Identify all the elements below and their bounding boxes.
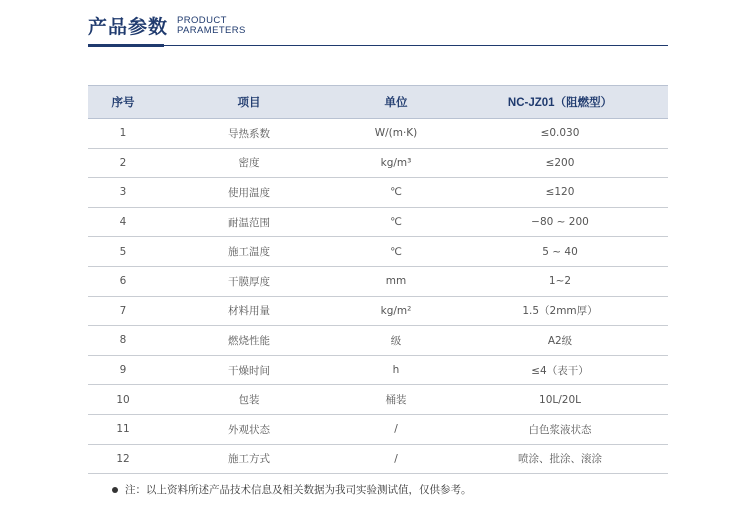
- table-row: [88, 148, 668, 178]
- table-row: [88, 326, 668, 356]
- cell-value: 10L/20L: [452, 385, 668, 415]
- cell-item: 施工方式: [158, 444, 340, 474]
- table-row: [88, 385, 668, 415]
- title-en-line1: PRODUCT: [177, 14, 227, 26]
- cell-value: 1~2: [452, 266, 668, 296]
- cell-item: 耐温范围: [158, 207, 340, 237]
- bullet-dot-icon: [112, 487, 118, 493]
- cell-item: 干燥时间: [158, 355, 340, 385]
- cell-value: ≤0.030: [452, 119, 668, 149]
- cell-item: 使用温度: [158, 178, 340, 208]
- cell-item: 密度: [158, 148, 340, 178]
- cell-index: 11: [88, 414, 158, 444]
- cell-unit: kg/m²: [340, 296, 452, 326]
- table-row: [88, 355, 668, 385]
- cell-index: 5: [88, 237, 158, 267]
- cell-unit: /: [340, 414, 452, 444]
- cell-value: 5 ~ 40: [452, 237, 668, 267]
- cell-index: 2: [88, 148, 158, 178]
- col-header-model: NC-JZ01（阻燃型）: [452, 86, 668, 119]
- cell-item: 材料用量: [158, 296, 340, 326]
- cell-value: 喷涂、批涂、滚涂: [452, 444, 668, 474]
- cell-value: A2级: [452, 326, 668, 356]
- cell-item: 干膜厚度: [158, 266, 340, 296]
- parameters-table: [88, 85, 668, 474]
- cell-value: 1.5（2mm厚）: [452, 296, 668, 326]
- cell-unit: ℃: [340, 237, 452, 267]
- table-row: [88, 207, 668, 237]
- cell-index: 12: [88, 444, 158, 474]
- cell-unit: ℃: [340, 178, 452, 208]
- section-header: [88, 12, 246, 39]
- table-header-row: [88, 86, 668, 119]
- cell-value: −80 ~ 200: [452, 207, 668, 237]
- cell-unit: kg/m³: [340, 148, 452, 178]
- cell-index: 9: [88, 355, 158, 385]
- footnote-text: 注：以上资料所述产品技术信息及相关数据为我司实验测试值，仅供参考。: [125, 484, 472, 496]
- col-header-index: 序号: [88, 86, 158, 119]
- cell-index: 1: [88, 119, 158, 149]
- table-row: [88, 119, 668, 149]
- cell-item: 导热系数: [158, 119, 340, 149]
- col-header-unit: 单位: [340, 86, 452, 119]
- cell-index: 7: [88, 296, 158, 326]
- cell-value: ≤4（表干）: [452, 355, 668, 385]
- cell-item: 外观状态: [158, 414, 340, 444]
- table-row: [88, 178, 668, 208]
- cell-index: 10: [88, 385, 158, 415]
- table-row: [88, 237, 668, 267]
- cell-item: 燃烧性能: [158, 326, 340, 356]
- table-row: [88, 266, 668, 296]
- section-title-en: [177, 16, 246, 36]
- cell-value: ≤200: [452, 148, 668, 178]
- cell-item: 包装: [158, 385, 340, 415]
- table-row: [88, 444, 668, 474]
- cell-value: 白色浆液状态: [452, 414, 668, 444]
- table-row: [88, 414, 668, 444]
- col-header-item: 项目: [158, 86, 340, 119]
- cell-index: 6: [88, 266, 158, 296]
- footnote: [112, 482, 472, 497]
- cell-unit: W/(m·K): [340, 119, 452, 149]
- table-row: [88, 296, 668, 326]
- cell-unit: /: [340, 444, 452, 474]
- cell-index: 4: [88, 207, 158, 237]
- cell-unit: ℃: [340, 207, 452, 237]
- cell-unit: mm: [340, 266, 452, 296]
- cell-unit: 级: [340, 326, 452, 356]
- cell-value: ≤120: [452, 178, 668, 208]
- cell-item: 施工温度: [158, 237, 340, 267]
- header-divider: [88, 45, 668, 46]
- section-title-cn: 产品参数: [88, 16, 169, 38]
- cell-unit: 桶装: [340, 385, 452, 415]
- cell-index: 3: [88, 178, 158, 208]
- cell-index: 8: [88, 326, 158, 356]
- cell-unit: h: [340, 355, 452, 385]
- title-en-line2: PARAMETERS: [177, 24, 246, 36]
